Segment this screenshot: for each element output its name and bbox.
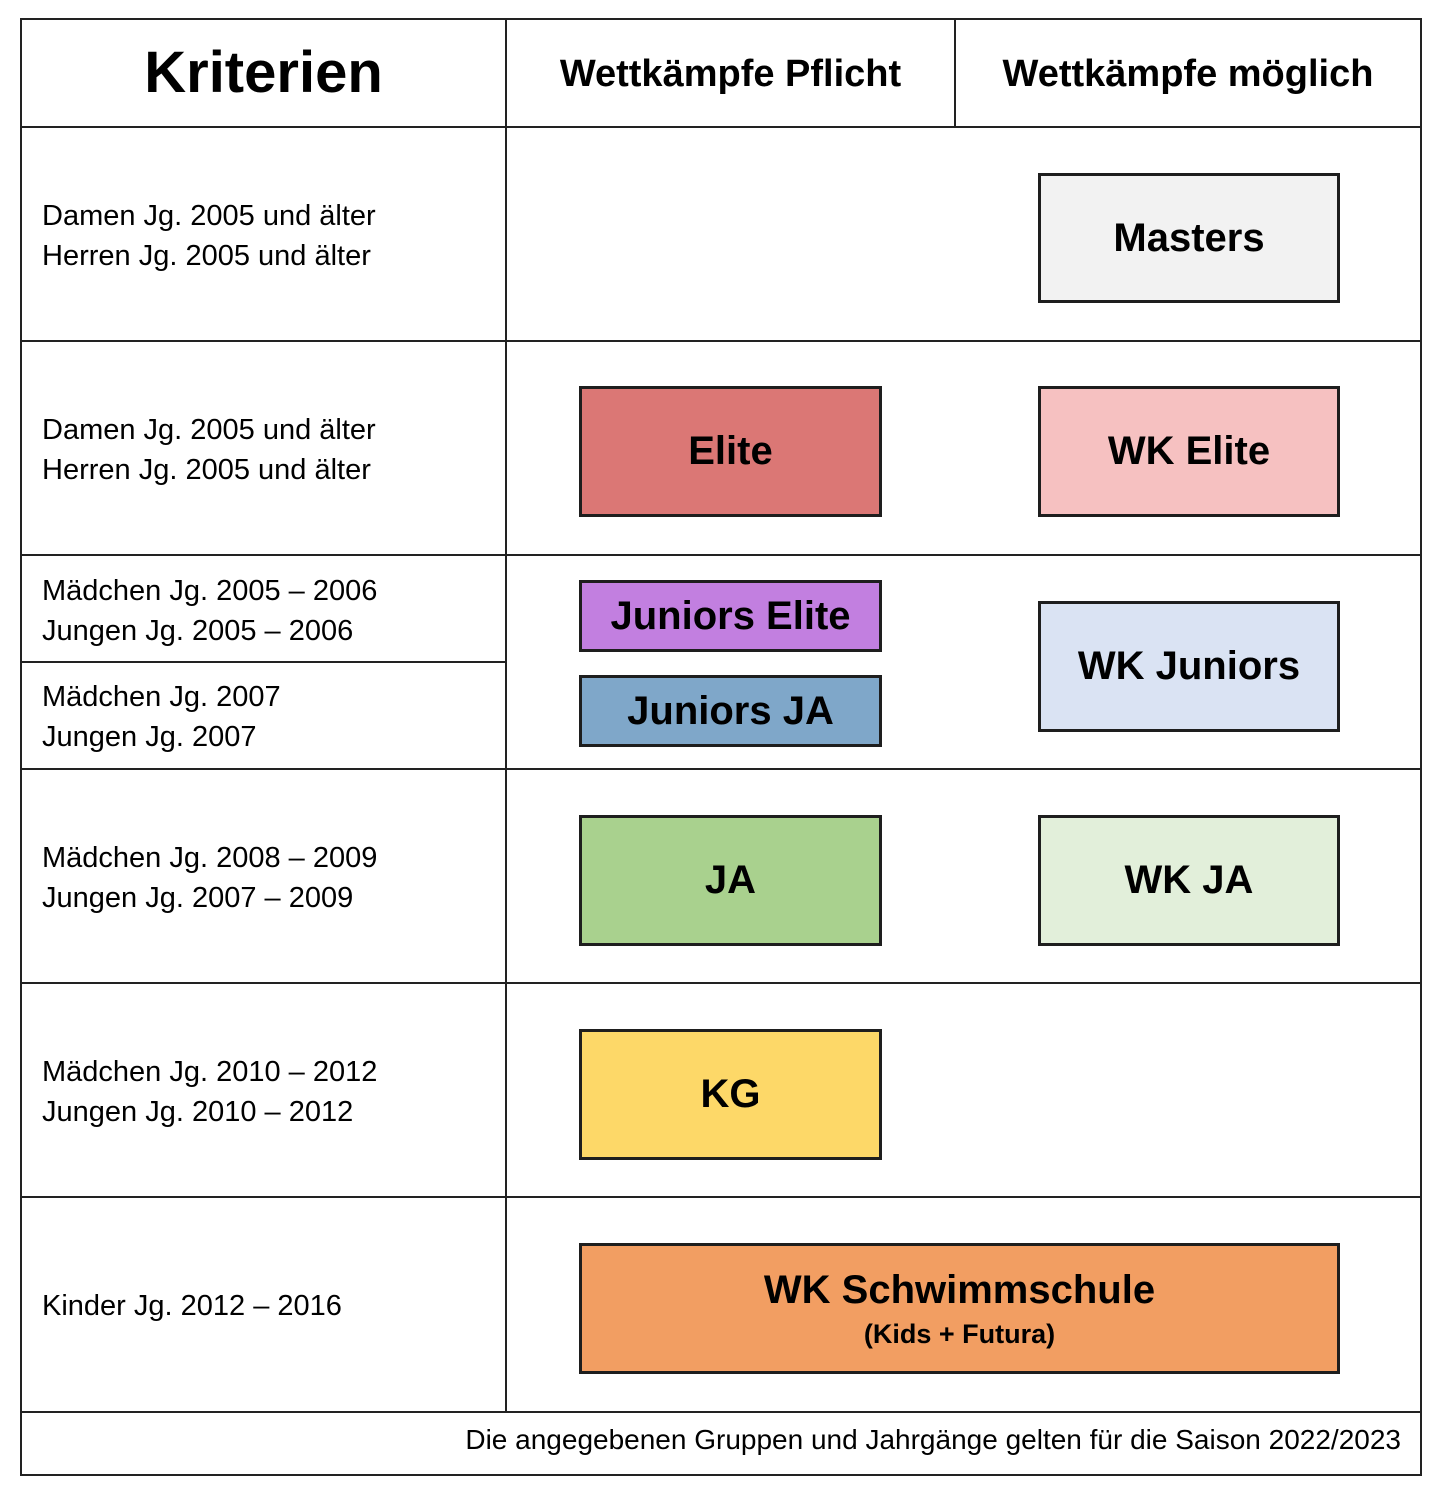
group-box-wk-schwimmschule	[579, 1243, 1340, 1374]
criteria-line: Jungen Jg. 2007 – 2009	[42, 882, 354, 914]
criteria-cell	[42, 410, 376, 490]
group-box-wk-juniors	[1038, 601, 1340, 732]
group-label: JA	[704, 858, 757, 902]
header-mandatory-competitions: Wettkämpfe Pflicht	[559, 52, 902, 95]
header-optional-competitions: Wettkämpfe möglich	[1002, 52, 1374, 95]
criteria-line: Mädchen Jg. 2008 – 2009	[42, 842, 378, 874]
group-box-elite	[579, 386, 882, 517]
criteria-line: Mädchen Jg. 2007	[42, 681, 281, 713]
row-divider	[20, 1196, 1422, 1198]
row-divider	[20, 554, 1422, 556]
criteria-line: Jungen Jg. 2010 – 2012	[42, 1096, 354, 1128]
group-box-wk-ja	[1038, 815, 1340, 946]
criteria-line: Damen Jg. 2005 und älter	[42, 414, 376, 446]
criteria-line: Jungen Jg. 2007	[42, 721, 257, 753]
group-box-wk-elite	[1038, 386, 1340, 517]
criteria-line: Damen Jg. 2005 und älter	[42, 200, 376, 232]
criteria-cell	[42, 196, 376, 276]
group-label: WK Juniors	[1077, 644, 1301, 688]
criteria-line: Jungen Jg. 2005 – 2006	[42, 615, 354, 647]
header-criteria: Kriterien	[144, 39, 383, 105]
criteria-cell	[42, 838, 377, 918]
criteria-line: Herren Jg. 2005 und älter	[42, 240, 371, 272]
group-label: WK JA	[1124, 858, 1254, 902]
group-box-juniors-ja	[579, 675, 882, 747]
group-label: Juniors JA	[627, 688, 834, 733]
footer-divider	[20, 1411, 1422, 1413]
group-label: Juniors Elite	[610, 593, 851, 638]
group-label: WK Elite	[1107, 429, 1271, 473]
group-label: Elite	[688, 429, 773, 473]
group-label: KG	[700, 1072, 761, 1116]
group-box-masters	[1038, 173, 1340, 303]
row-divider	[20, 340, 1422, 342]
group-label: Masters	[1113, 215, 1265, 260]
criteria-cell	[42, 571, 377, 651]
season-footnote: Die angegebenen Gruppen und Jahrgänge gelten für die Saison 2022/2023	[465, 1424, 1401, 1455]
row-divider	[20, 768, 1422, 770]
criteria-line: Herren Jg. 2005 und älter	[42, 454, 371, 486]
group-box-ja	[579, 815, 882, 946]
criteria-line: Kinder Jg. 2012 – 2016	[42, 1290, 342, 1322]
criteria-cell	[42, 1052, 377, 1132]
row-divider	[20, 982, 1422, 984]
criteria-cell	[42, 1286, 342, 1326]
criteria-line: Mädchen Jg. 2010 – 2012	[42, 1056, 378, 1088]
group-box-kg	[579, 1029, 882, 1160]
group-sublabel: (Kids + Futura)	[863, 1318, 1056, 1349]
criteria-line: Mädchen Jg. 2005 – 2006	[42, 575, 378, 607]
criteria-column-divider	[505, 18, 507, 1413]
group-box-juniors-elite	[579, 580, 882, 652]
subrow-divider	[20, 661, 507, 663]
group-label: WK Schwimmschule	[763, 1267, 1156, 1312]
criteria-cell	[42, 677, 281, 757]
